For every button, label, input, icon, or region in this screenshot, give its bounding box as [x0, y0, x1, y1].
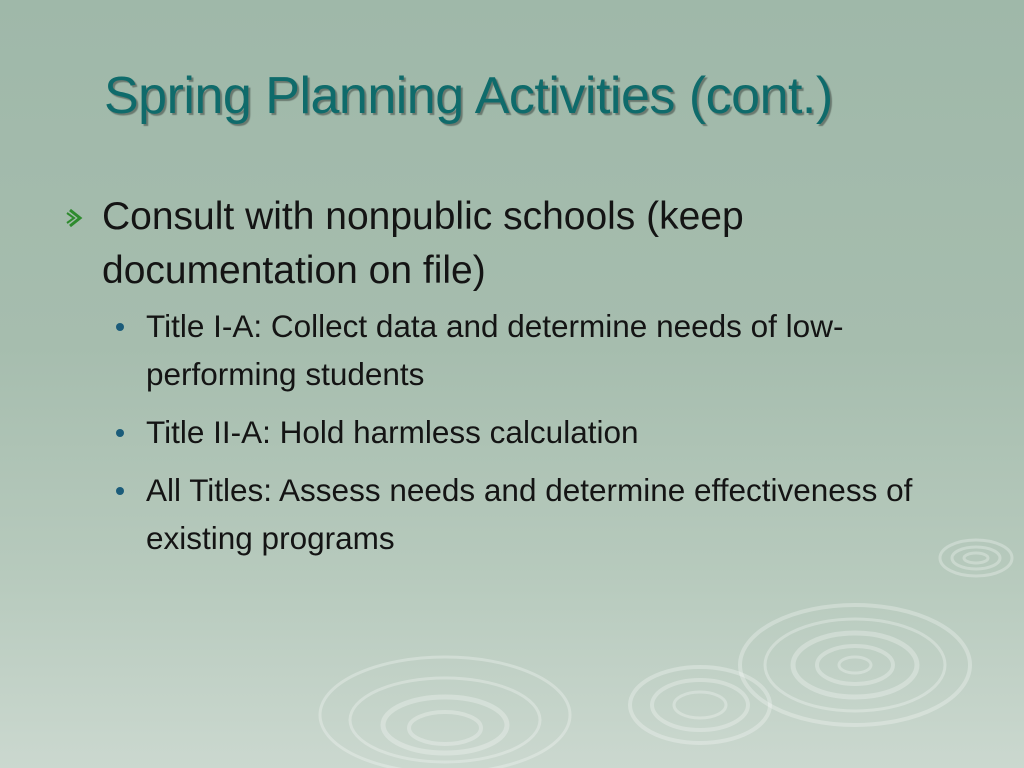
sub-bullet-text: Title I-A: Collect data and determine needs of low-performing students	[146, 308, 844, 392]
sub-bullet-text: All Titles: Assess needs and determine effectiveness of existing programs	[146, 472, 913, 556]
sub-bullet-item	[60, 302, 980, 398]
bullet-item	[60, 190, 980, 298]
slide-body	[60, 190, 980, 572]
arrow-bullet-icon	[66, 208, 86, 228]
bullet-text: Consult with nonpublic schools (keep documentation on file)	[102, 195, 744, 292]
dot-bullet-icon	[116, 323, 124, 331]
dot-bullet-icon	[116, 487, 124, 495]
sub-bullet-text: Title II-A: Hold harmless calculation	[146, 414, 639, 450]
slide-title: Spring Planning Activities (cont.)	[104, 67, 833, 125]
dot-bullet-icon	[116, 429, 124, 437]
sub-bullet-item	[60, 408, 980, 456]
sub-bullet-item	[60, 466, 980, 562]
